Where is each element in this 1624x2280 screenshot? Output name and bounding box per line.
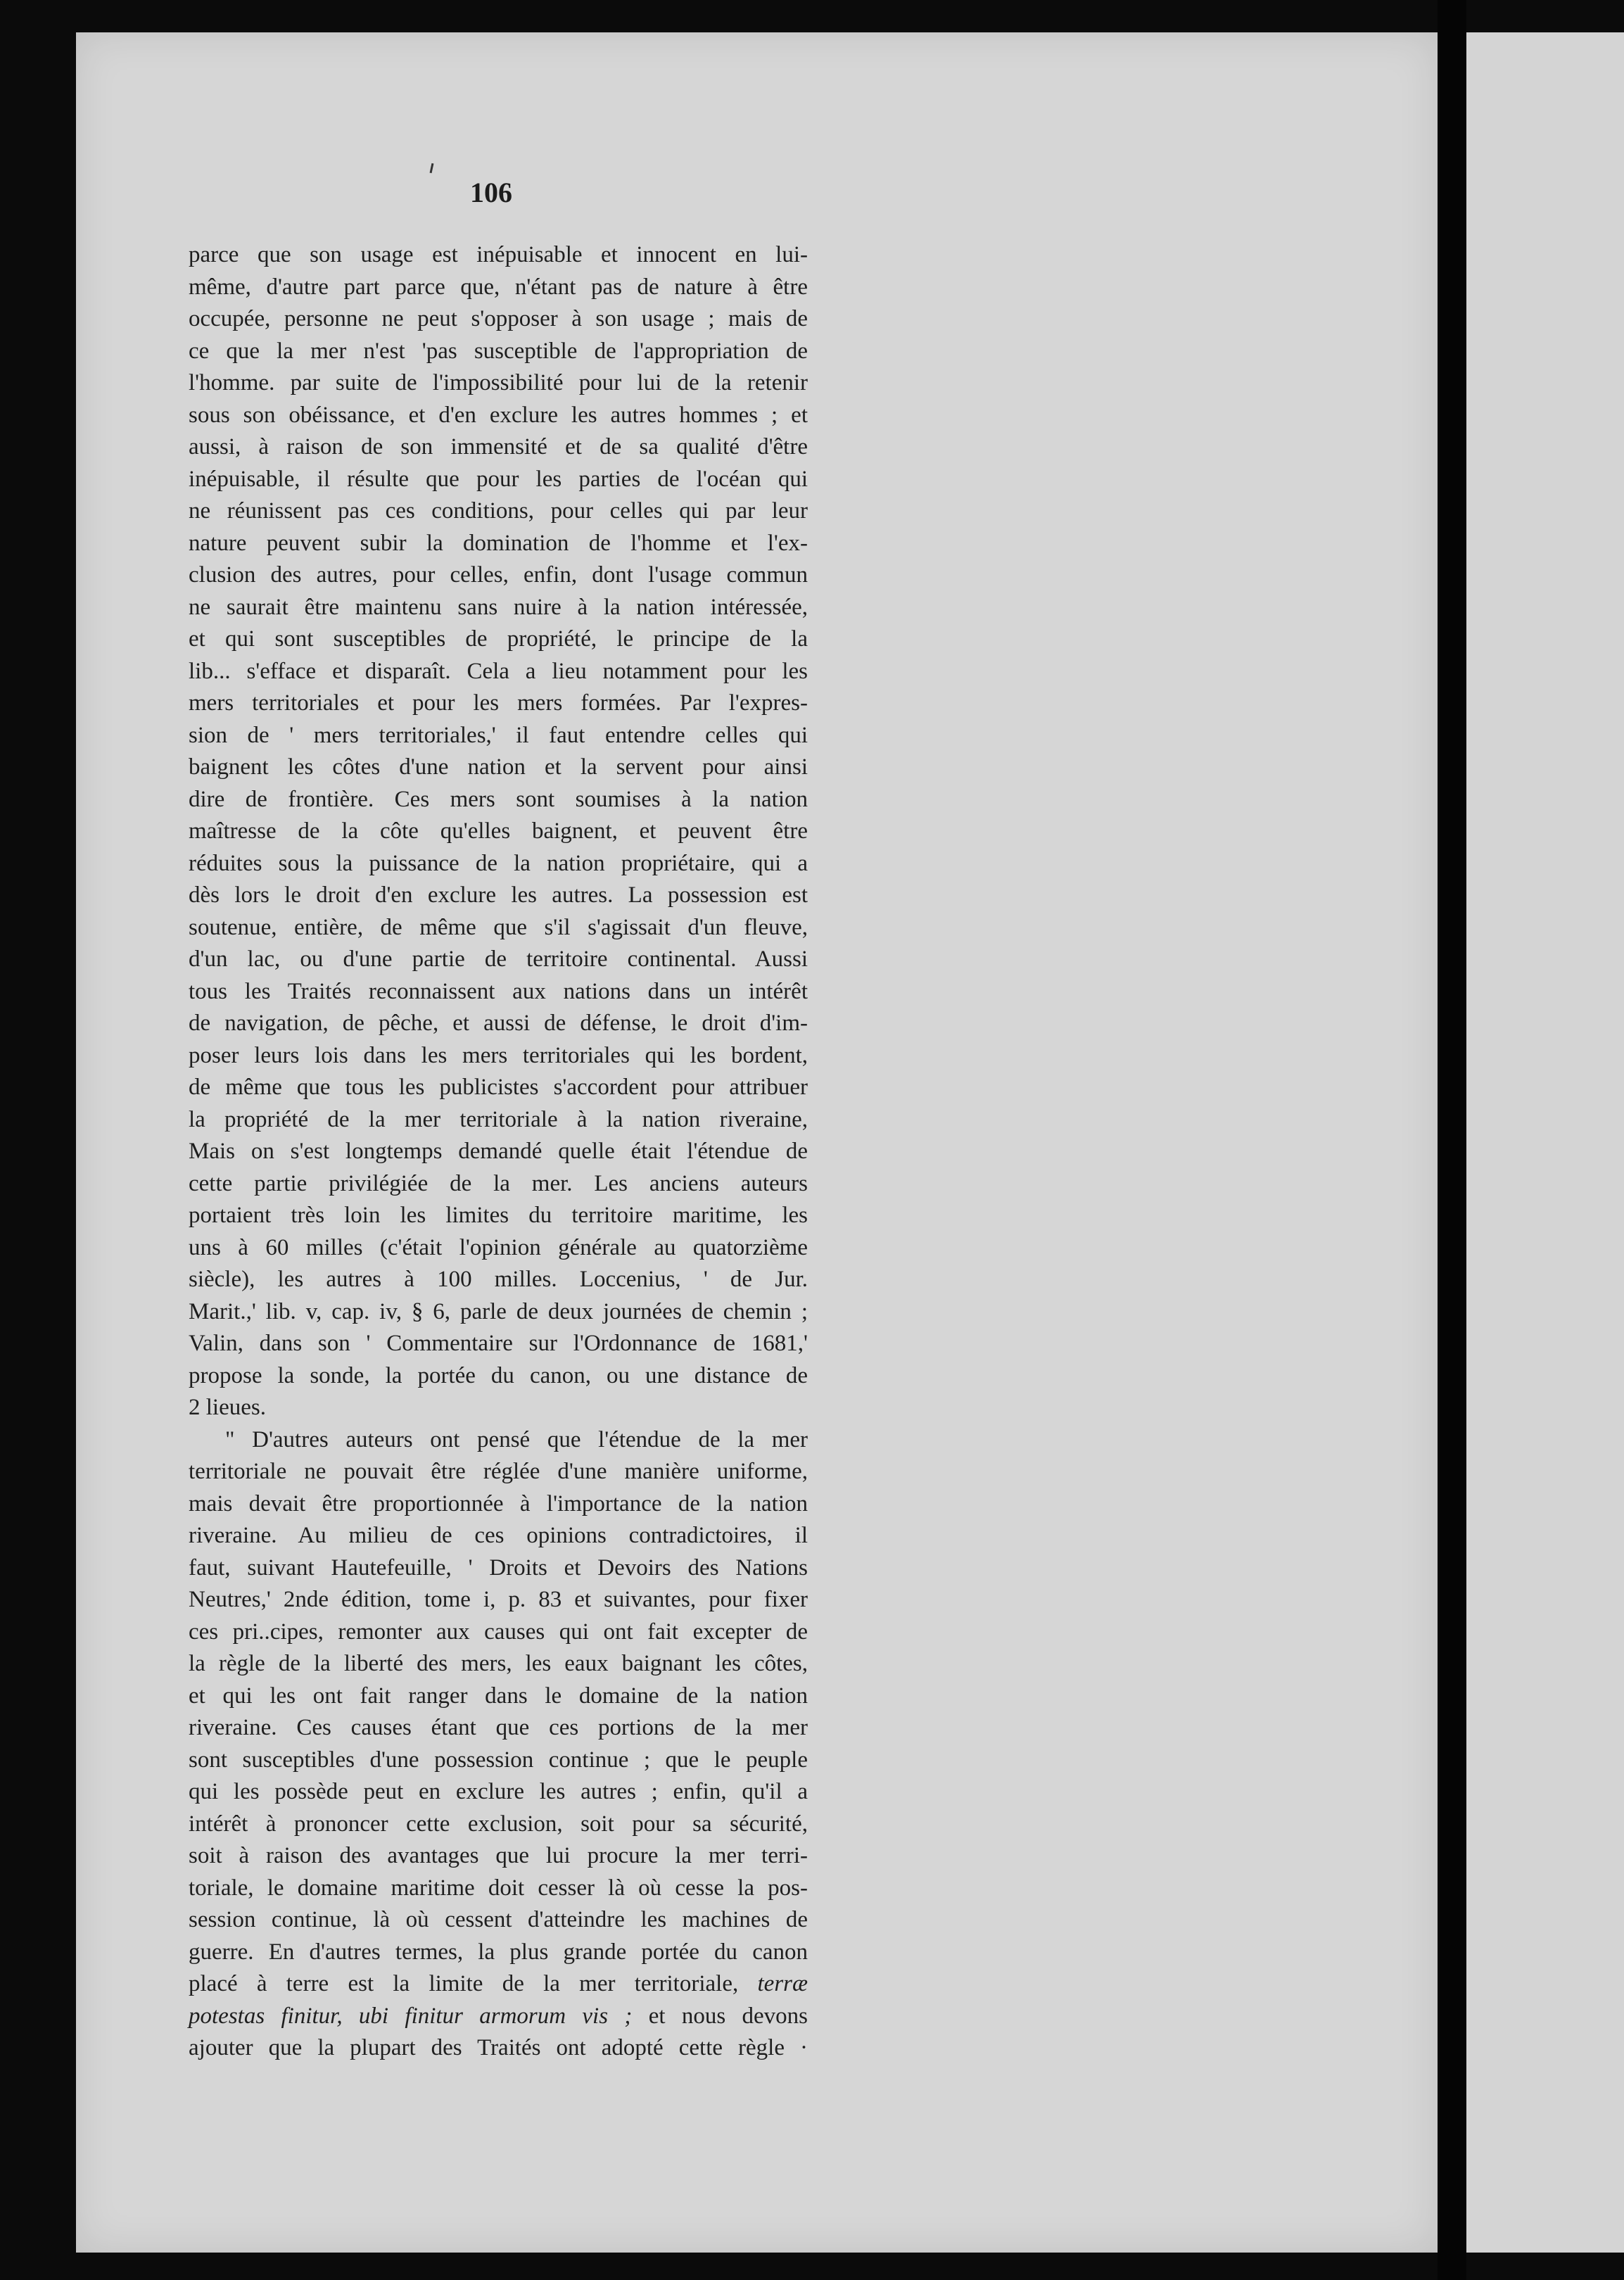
text-line: sion de ' mers territoriales,' il faut entendre celles qui xyxy=(189,722,808,748)
text-line-latin xyxy=(189,2001,808,2033)
text-line: occupée, personne ne peut s'opposer à son usage ; mais de xyxy=(189,306,808,331)
text-line: tous les Traités reconnaissent aux nations dans un intérêt xyxy=(189,978,808,1004)
text-line: clusion des autres, pour celles, enfin, dont l'usage commun xyxy=(189,562,808,588)
text-line: sont susceptibles d'une possession continue ; que le peuple xyxy=(189,1747,808,1773)
latin-phrase: potestas finitur, ubi finitur armorum vis ; xyxy=(189,2003,633,2029)
text-line: riveraine. Ces causes étant que ces portions de la mer xyxy=(189,1715,808,1740)
text-line: dès lors le droit d'en exclure les autres. La possession est xyxy=(189,882,808,908)
text-line: riveraine. Au milieu de ces opinions contradictoires, il xyxy=(189,1523,808,1548)
text-line: l'homme. par suite de l'impossibilité pour lui de la retenir xyxy=(189,370,808,395)
text-line: de navigation, de pêche, et aussi de défense, le droit d'im- xyxy=(189,1011,808,1036)
text-line: même, d'autre part parce que, n'étant pas de nature à être xyxy=(189,274,808,300)
text-line: siècle), les autres à 100 milles. Loccenius, ' de Jur. xyxy=(189,1267,808,1292)
text-line: ces pri..cipes, remonter aux causes qui ont fait excepter de xyxy=(189,1619,808,1645)
text-line-latin xyxy=(189,1968,808,2001)
text-line: propose la sonde, la portée du canon, ou une distance de xyxy=(189,1362,808,1388)
text-line: Neutres,' 2nde édition, tome i, p. 83 et suivantes, pour fixer xyxy=(189,1587,808,1612)
text-line: de même que tous les publicistes s'accordent pour attribuer xyxy=(189,1075,808,1100)
text-line: aussi, à raison de son immensité et de sa qualité d'être xyxy=(189,434,808,460)
text-line: inépuisable, il résulte que pour les parties de l'océan qui xyxy=(189,466,808,492)
text-line: 2 lieues. xyxy=(189,1395,266,1420)
text-line: territoriale ne pouvait être réglée d'une manière uniforme, xyxy=(189,1459,808,1484)
text-line: ne saurait être maintenu sans nuire à la nation intéressée, xyxy=(189,594,808,620)
text-line: faut, suivant Hautefeuille, ' Droits et Devoirs des Nations xyxy=(189,1554,808,1581)
text-line: toriale, le domaine maritime doit cesser là où cesse la pos- xyxy=(189,1875,808,1901)
text-line: Mais on s'est longtemps demandé quelle était l'étendue de xyxy=(189,1139,808,1164)
text-run: placé à terre est la limite de la mer territoriale, xyxy=(189,1971,739,1996)
text-line: parce que son usage est inépuisable et innocent en lui- xyxy=(189,242,808,267)
text-line: nature peuvent subir la domination de l'homme et l'ex- xyxy=(189,530,808,556)
text-line: intérêt à prononcer cette exclusion, soit pour sa sécurité, xyxy=(189,1811,808,1837)
text-line: lib... s'efface et disparaît. Cela a lieu notamment pour les xyxy=(189,658,808,684)
text-line: session continue, là où cessent d'atteindre les machines de xyxy=(189,1907,808,1932)
text-line: d'un lac, ou d'une partie de territoire continental. Aussi xyxy=(189,946,808,972)
body-text xyxy=(189,239,808,2065)
text-line: mers territoriales et pour les mers formées. Par l'expres- xyxy=(189,690,808,716)
page-number: 106 xyxy=(470,177,512,208)
text-line: soit à raison des avantages que lui procure la mer terri- xyxy=(189,1843,808,1868)
text-line: ce que la mer n'est 'pas susceptible de l'appropriation de xyxy=(189,338,808,364)
text-line: mais devait être proportionnée à l'importance de la nation xyxy=(189,1490,808,1516)
text-line: la règle de la liberté des mers, les eaux baignant les côtes, xyxy=(189,1651,808,1676)
latin-phrase: terræ xyxy=(757,1971,808,1996)
text-line: et qui sont susceptibles de propriété, le principe de la xyxy=(189,626,808,652)
text-line: et qui les ont fait ranger dans le domaine de la nation xyxy=(189,1683,808,1709)
text-line: uns à 60 milles (c'était l'opinion générale au quatorzième xyxy=(189,1234,808,1260)
text-line: soutenue, entière, de même que s'il s'agissait d'un fleuve, xyxy=(189,914,808,940)
text-line: réduites sous la puissance de la nation propriétaire, qui a xyxy=(189,850,808,876)
text-line: dire de frontière. Ces mers sont soumises à la nation xyxy=(189,786,808,812)
text-line: la propriété de la mer territoriale à la nation riveraine, xyxy=(189,1106,808,1132)
page-gutter xyxy=(1438,0,1466,2280)
facing-page-edge xyxy=(1466,32,1624,2253)
text-line: qui les possède peut en exclure les autres ; enfin, qu'il a xyxy=(189,1779,808,1804)
text-line: cette partie privilégiée de la mer. Les anciens auteurs xyxy=(189,1170,808,1196)
text-line: guerre. En d'autres termes, la plus grande portée du canon xyxy=(189,1939,808,1965)
text-line: maîtresse de la côte qu'elles baignent, et peuvent être xyxy=(189,818,808,844)
text-line: portaient très loin les limites du territoire maritime, les xyxy=(189,1203,808,1228)
text-line: Marit.,' lib. v, cap. iv, § 6, parle de deux journées de chemin ; xyxy=(189,1298,808,1324)
text-line: poser leurs lois dans les mers territoriales qui les bordent, xyxy=(189,1042,808,1068)
text-line: ne réunissent pas ces conditions, pour celles qui par leur xyxy=(189,498,808,524)
text-line: baignent les côtes d'une nation et la servent pour ainsi xyxy=(189,754,808,780)
text-line: sous son obéissance, et d'en exclure les autres hommes ; et xyxy=(189,402,808,428)
text-line: Valin, dans son ' Commentaire sur l'Ordonnance de 1681,' xyxy=(189,1331,808,1356)
text-line: ajouter que la plupart des Traités ont adopté cette règle · xyxy=(189,2035,808,2060)
text-line: " D'autres auteurs ont pensé que l'étendue de la mer xyxy=(225,1426,808,1452)
text-run: et nous devons xyxy=(648,2003,808,2029)
